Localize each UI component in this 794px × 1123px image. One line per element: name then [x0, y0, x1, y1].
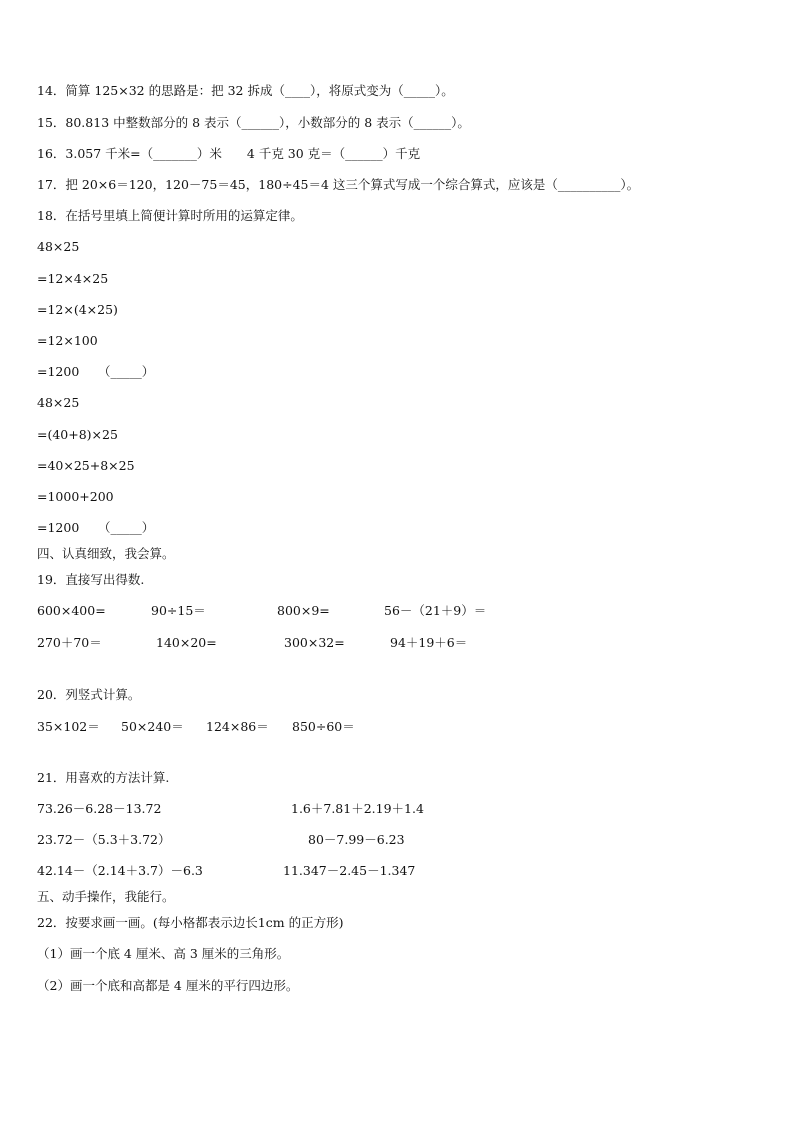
q20-item: 35×102＝: [37, 719, 100, 734]
q19-item: 300×32=: [284, 635, 345, 650]
question-19-title: 19．直接写出得数.: [37, 572, 145, 587]
q19-item: 94＋19＋6＝: [390, 635, 468, 650]
q19-item: 800×9=: [277, 603, 330, 618]
q21-item: 80－7.99－6.23: [308, 832, 405, 847]
q18-step-answer: =1200 （_____）: [37, 520, 155, 535]
q22-item-1: （1）画一个底 4 厘米、高 3 厘米的三角形。: [37, 946, 290, 961]
q21-item: 11.347－2.45－1.347: [283, 863, 416, 878]
q18-step: =12×(4×25): [37, 302, 118, 317]
q20-item: 50×240＝: [121, 719, 184, 734]
question-18-title: 18．在括号里填上简便计算时所用的运算定律。: [37, 208, 303, 223]
q21-item: 73.26－6.28－13.72: [37, 801, 162, 816]
question-15: 15．80.813 中整数部分的 8 表示（______），小数部分的 8 表示（______）。: [37, 115, 470, 130]
q18-step: =1000+200: [37, 489, 114, 504]
q19-item: 90÷15＝: [151, 603, 206, 618]
section-5-heading: 五、动手操作，我能行。: [37, 889, 175, 904]
q18-step: =12×4×25: [37, 271, 109, 286]
question-22-title: 22．按要求画一画。(每小格都表示边长1cm 的正方形): [37, 915, 344, 930]
q20-item: 124×86＝: [206, 719, 269, 734]
q18-step: =40×25+8×25: [37, 458, 135, 473]
q19-item: 140×20=: [156, 635, 217, 650]
q19-item: 600×400=: [37, 603, 106, 618]
q21-item: 42.14－（2.14＋3.7）－6.3: [37, 863, 203, 878]
section-4-heading: 四、认真细致，我会算。: [37, 546, 175, 561]
q19-item: 270＋70＝: [37, 635, 102, 650]
q18-step: 48×25: [37, 239, 80, 254]
q20-item: 850÷60＝: [292, 719, 355, 734]
question-17: 17．把 20×6＝120，120－75＝45，180÷45＝4 这三个算式写成一个综合算式，应该是（__________）。: [37, 177, 640, 192]
q18-step: =12×100: [37, 333, 98, 348]
q22-item-2: （2）画一个底和高都是 4 厘米的平行四边形。: [37, 978, 299, 993]
q19-item: 56－（21＋9）＝: [384, 603, 487, 618]
q18-step-answer: =1200 （_____）: [37, 364, 155, 379]
q21-item: 23.72－（5.3＋3.72）: [37, 832, 171, 847]
question-16: 16．3.057 千米=（_______）米 4 千克 30 克＝（______）千克: [37, 146, 421, 161]
question-14: 14．简算 125×32 的思路是：把 32 拆成（____），将原式变为（_____）。: [37, 83, 454, 98]
q18-step: =(40+8)×25: [37, 427, 118, 442]
question-20-title: 20．列竖式计算。: [37, 687, 141, 702]
q18-step: 48×25: [37, 395, 80, 410]
question-21-title: 21．用喜欢的方法计算.: [37, 770, 170, 785]
q21-item: 1.6＋7.81＋2.19＋1.4: [291, 801, 424, 816]
